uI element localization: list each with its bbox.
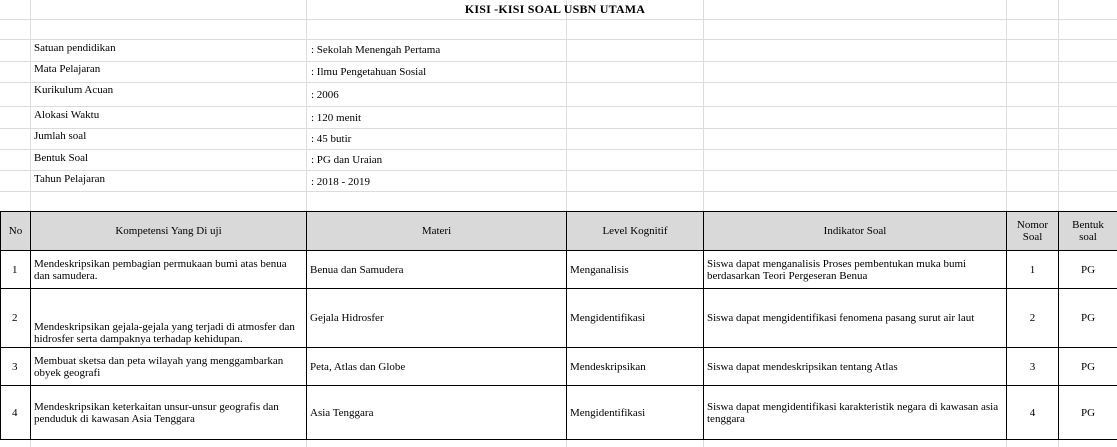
cell-bentuk: PG: [1059, 386, 1117, 440]
cell-level: Mendeskripsikan: [567, 348, 704, 386]
info-value-mapel: : Ilmu Pengetahuan Sosial: [311, 66, 427, 78]
cell-level: Mengidentifikasi: [567, 289, 704, 348]
cell-indikator: Siswa dapat mengidentifikasi karakteristik negara di kawasan asia tenggara: [704, 386, 1007, 440]
header-bentuk: Bentuk soal: [1059, 212, 1117, 251]
header-nomor: Nomor Soal: [1007, 212, 1059, 251]
cell-level: Mengidentifikasi: [567, 386, 704, 440]
cell-kompetensi: Mendeskripsikan keterkaitan unsur-unsur geografis dan penduduk di kawasan Asia Tenggara: [31, 386, 307, 440]
cell-indikator: Siswa dapat menganalisis Proses pembentukan muka bumi berdasarkan Teori Pergeseran Benua: [704, 251, 1007, 289]
cell-materi: Benua dan Samudera: [307, 251, 567, 289]
header-kompetensi: Kompetensi Yang Di uji: [31, 212, 307, 251]
info-label-kurikulum: Kurikulum Acuan: [34, 84, 114, 96]
document-title: KISI -KISI SOAL USBN UTAMA: [464, 2, 646, 16]
grid-line: [0, 128, 1117, 129]
table-row: [1, 348, 1117, 386]
table-row: [1, 251, 1117, 289]
header-indikator: Indikator Soal: [704, 212, 1007, 251]
grid-line: [0, 149, 1117, 150]
info-label-satuan: Satuan pendidikan: [34, 42, 116, 54]
cell-kompetensi: Membuat sketsa dan peta wilayah yang menggambarkan obyek geografi: [31, 348, 307, 386]
info-value-kurikulum: : 2006: [311, 89, 339, 101]
grid-line: [0, 39, 1117, 40]
info-label-bentuk: Bentuk Soal: [34, 152, 89, 164]
cell-no: 2: [1, 289, 31, 348]
grid-line: [0, 191, 1117, 192]
cell-materi: Asia Tenggara: [307, 386, 567, 440]
info-value-bentuk: : PG dan Uraian: [311, 154, 383, 166]
grid-line: [0, 19, 1117, 20]
header-materi: Materi: [307, 212, 567, 251]
cell-no: 1: [1, 251, 31, 289]
grid-line: [0, 106, 1117, 107]
cell-indikator: Siswa dapat mengidentifikasi fenomena pasang surut air laut: [704, 289, 1007, 348]
cell-kompetensi: Mendeskripsikan gejala-gejala yang terjadi di atmosfer dan hidrosfer serta dampaknya terhadap kehidupan.: [31, 289, 307, 348]
cell-materi: Peta, Atlas dan Globe: [307, 348, 567, 386]
header-level: Level Kognitif: [567, 212, 704, 251]
table-row: [1, 386, 1117, 440]
info-label-mapel: Mata Pelajaran: [34, 63, 101, 75]
cell-bentuk: PG: [1059, 251, 1117, 289]
table-row: [1, 289, 1117, 348]
info-label-tahun: Tahun Pelajaran: [34, 173, 106, 185]
table-header-row: [1, 212, 1117, 251]
grid-line: [0, 82, 1117, 83]
cell-materi: Gejala Hidrosfer: [307, 289, 567, 348]
info-label-jumlah: Jumlah soal: [34, 130, 87, 142]
cell-level: Menganalisis: [567, 251, 704, 289]
grid-line: [0, 170, 1117, 171]
grid-line: [0, 61, 1117, 62]
info-value-jumlah: : 45 butir: [311, 133, 352, 145]
info-label-alokasi: Alokasi Waktu: [34, 109, 100, 121]
cell-nomor: 3: [1007, 348, 1059, 386]
cell-nomor: 1: [1007, 251, 1059, 289]
cell-nomor: 2: [1007, 289, 1059, 348]
cell-kompetensi: Mendeskripsikan pembagian permukaan bumi atas benua dan samudera.: [31, 251, 307, 289]
info-value-satuan: : Sekolah Menengah Pertama: [311, 44, 441, 56]
info-value-tahun: : 2018 - 2019: [311, 176, 370, 188]
kisi-kisi-table: [0, 211, 1117, 440]
cell-no: 4: [1, 386, 31, 440]
cell-nomor: 4: [1007, 386, 1059, 440]
header-no: No: [1, 212, 31, 251]
cell-bentuk: PG: [1059, 289, 1117, 348]
cell-indikator: Siswa dapat mendeskripsikan tentang Atlas: [704, 348, 1007, 386]
info-value-alokasi: : 120 menit: [311, 112, 362, 124]
cell-no: 3: [1, 348, 31, 386]
cell-bentuk: PG: [1059, 348, 1117, 386]
